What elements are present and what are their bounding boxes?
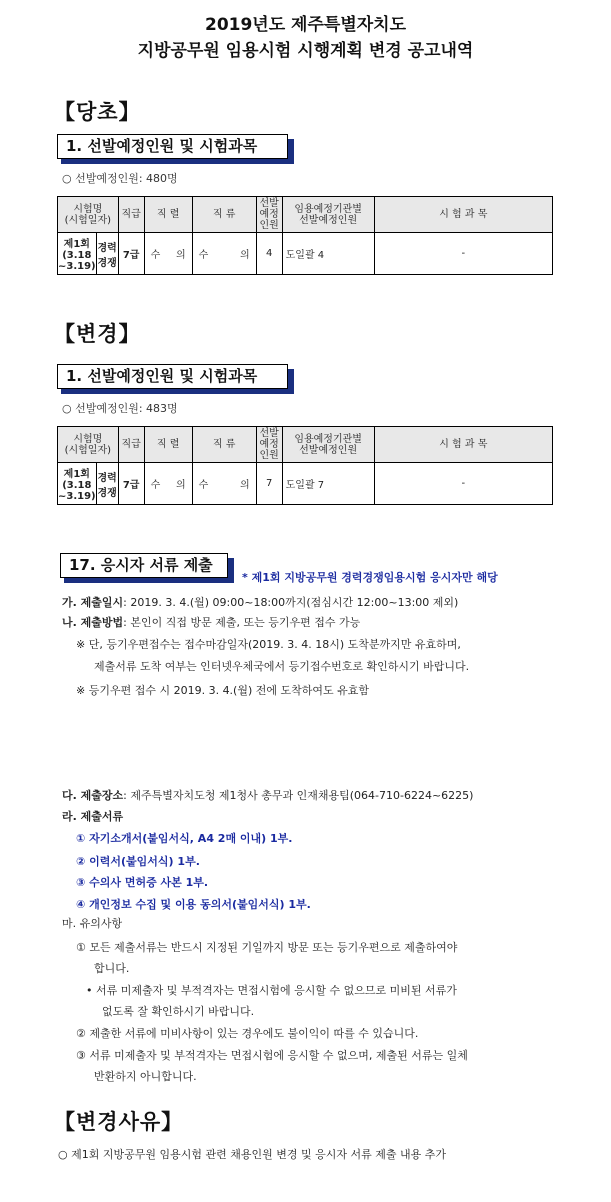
doc-item-3: ③ 수의사 면허증 사본 1부. bbox=[76, 876, 209, 889]
caution1-line2: 합니다. bbox=[94, 962, 130, 975]
cell-agency: 도일괄 4 bbox=[282, 233, 374, 275]
header-subjects: 시 험 과 목 bbox=[374, 427, 552, 463]
header-kind: 직 류 bbox=[192, 427, 256, 463]
cell-series: 수 의 bbox=[144, 463, 192, 505]
cell-kind: 수 의 bbox=[192, 463, 256, 505]
header-planned: 선발 예정 인원 bbox=[256, 427, 282, 463]
cell-series: 수 의 bbox=[144, 233, 192, 275]
header-exam: 시험명 (시험일자) bbox=[58, 197, 119, 233]
cell-planned: 4 bbox=[256, 233, 282, 275]
header-kind: 직 류 bbox=[192, 197, 256, 233]
header-series: 직 렬 bbox=[144, 427, 192, 463]
page-title-line1: 2019년도 제주특별자치도 bbox=[204, 15, 407, 35]
na-line: 나. 제출방법: 본인이 직접 방문 제출, 또는 등기우편 접수 가능 bbox=[62, 616, 361, 629]
caution-bullet-line1: • 서류 미제출자 및 부적격자는 면접시험에 응시할 수 없으므로 미비된 서류가 bbox=[86, 984, 457, 997]
caution2-line: ② 제출한 서류에 미비사항이 있는 경우에도 불이익이 따를 수 있습니다. bbox=[76, 1027, 419, 1040]
doc-item-4: ④ 개인정보 수집 및 이용 동의서(붙임서식) 1부. bbox=[76, 898, 311, 911]
da-line: 다. 제출장소: 제주특별자치도청 제1청사 총무과 인재채용팀(064-710-6224~6225) bbox=[62, 789, 474, 802]
doc-item-1: ① 자기소개서(붙임서식, A4 2매 이내) 1부. bbox=[76, 832, 293, 845]
ga-line: 가. 제출일시: 2019. 3. 4.(월) 09:00~18:00까지(점심시간 12:00~13:00 제외) bbox=[62, 596, 459, 609]
original-table bbox=[57, 196, 553, 275]
cell-kind: 수 의 bbox=[192, 233, 256, 275]
reason-text: ○ 제1회 지방공무원 임용시험 관련 채용인원 변경 및 응시자 서류 제출 내용 추가 bbox=[58, 1148, 446, 1161]
caution1-line1: ① 모든 제출서류는 반드시 지정된 기일까지 방문 또는 등기우편으로 제출하여야 bbox=[76, 941, 458, 954]
table-row bbox=[58, 233, 553, 275]
caution-bullet-line2: 없도록 잘 확인하시기 바랍니다. bbox=[102, 1005, 255, 1018]
caution3-line2: 반환하지 아니합니다. bbox=[94, 1070, 197, 1083]
section-original-label: 【당초】 bbox=[54, 100, 141, 124]
cell-planned: 7 bbox=[256, 463, 282, 505]
note1-line2: 제출서류 도착 여부는 인터넷우체국에서 등기접수번호로 확인하시기 바랍니다. bbox=[94, 660, 470, 673]
cell-exam: 제1회 (3.18 ~3.19) bbox=[58, 233, 97, 275]
section-reason-label: 【변경사유】 bbox=[54, 1110, 184, 1134]
cell-grade: 7급 bbox=[118, 233, 144, 275]
original-count: ○ 선발예정인원: 480명 bbox=[62, 172, 178, 185]
note2-line: ※ 등기우편 접수 시 2019. 3. 4.(월) 전에 도착하여도 유효함 bbox=[76, 684, 370, 697]
header-agency: 임용예정기관별 선발예정인원 bbox=[282, 427, 374, 463]
section-original-box-title: 1. 선발예정인원 및 시험과목 bbox=[57, 134, 288, 159]
page-title-line2: 지방공무원 임용시험 시행계획 변경 공고내역 bbox=[137, 41, 474, 61]
cell-exam: 제1회 (3.18 ~3.19) bbox=[58, 463, 97, 505]
cell-type: 경력 경쟁 bbox=[96, 233, 118, 275]
header-grade: 직급 bbox=[118, 427, 144, 463]
section-changed-label: 【변경】 bbox=[54, 322, 141, 346]
doc-item-2: ② 이력서(붙임서식) 1부. bbox=[76, 855, 200, 868]
header-exam: 시험명 (시험일자) bbox=[58, 427, 119, 463]
changed-count: ○ 선발예정인원: 483명 bbox=[62, 402, 178, 415]
ma-label: 마. 유의사항 bbox=[62, 917, 123, 930]
cell-subjects: - bbox=[374, 463, 552, 505]
cell-subjects: - bbox=[374, 233, 552, 275]
caution3-line1: ③ 서류 미제출자 및 부적격자는 면접시험에 응시할 수 없으며, 제출된 서류는 일체 bbox=[76, 1049, 468, 1062]
cell-agency: 도일괄 7 bbox=[282, 463, 374, 505]
table-row bbox=[58, 463, 553, 505]
header-planned: 선발 예정 인원 bbox=[256, 197, 282, 233]
documents-note: * 제1회 지방공무원 경력경쟁임용시험 응시자만 해당 bbox=[242, 571, 498, 584]
documents-box-title: 17. 응시자 서류 제출 bbox=[60, 553, 228, 578]
changed-table bbox=[57, 426, 553, 505]
header-subjects: 시 험 과 목 bbox=[374, 197, 552, 233]
section-changed-box-title: 1. 선발예정인원 및 시험과목 bbox=[57, 364, 288, 389]
note1-line1: ※ 단, 등기우편접수는 접수마감일자(2019. 3. 4. 18시) 도착분까지만 유효하며, bbox=[76, 638, 461, 651]
cell-grade: 7급 bbox=[118, 463, 144, 505]
cell-type: 경력 경쟁 bbox=[96, 463, 118, 505]
ra-label: 라. 제출서류 bbox=[62, 810, 124, 823]
header-agency: 임용예정기관별 선발예정인원 bbox=[282, 197, 374, 233]
header-series: 직 렬 bbox=[144, 197, 192, 233]
header-grade: 직급 bbox=[118, 197, 144, 233]
